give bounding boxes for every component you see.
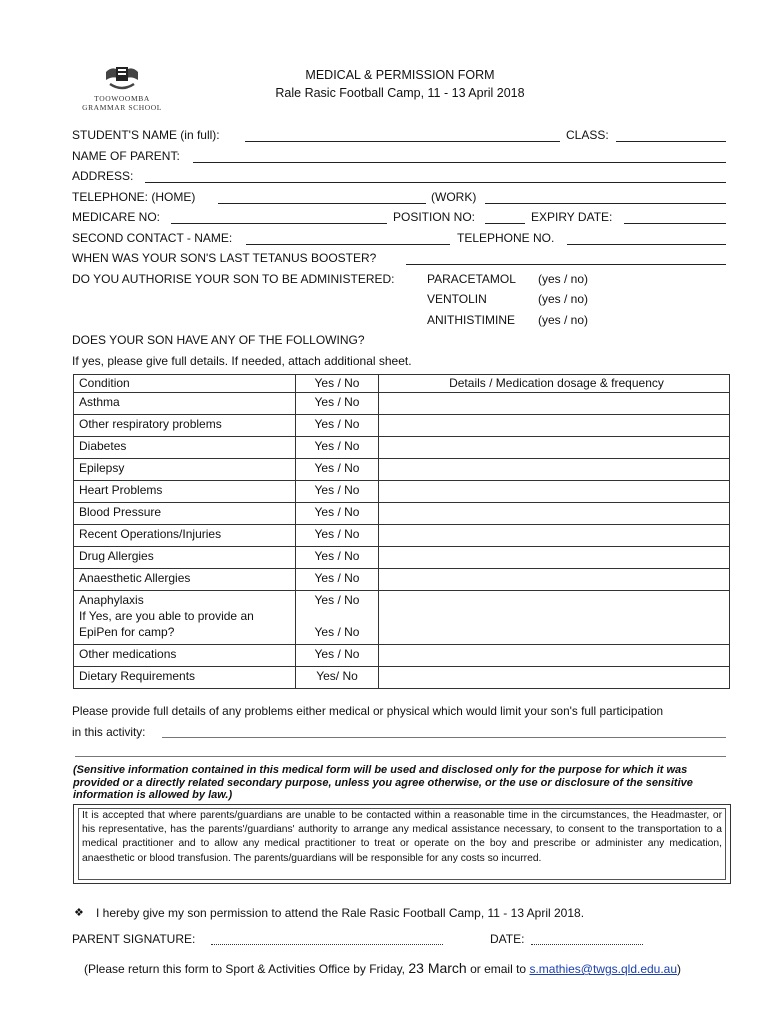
permission-statement: I hereby give my son permission to attend the Rale Rasic Football Camp, 11 - 13 April 2018. bbox=[96, 906, 585, 920]
header-condition: Condition bbox=[74, 375, 296, 393]
student-name-field[interactable] bbox=[245, 141, 560, 142]
header-yes-no: Yes / No bbox=[296, 375, 379, 393]
anaphylaxis-label: Anaphylaxis bbox=[79, 593, 144, 607]
details-cell[interactable] bbox=[379, 525, 730, 547]
medication-name: VENTOLIN bbox=[427, 292, 487, 306]
yes-no-cell[interactable]: Yes / No bbox=[296, 547, 379, 569]
diamond-bullet-icon: ❖ bbox=[74, 907, 84, 919]
epipen-question-line2: EpiPen for camp? bbox=[79, 624, 175, 639]
yes-no-cell[interactable]: Yes / No bbox=[296, 481, 379, 503]
parent-name-field[interactable] bbox=[193, 162, 726, 163]
condition-cell: Diabetes bbox=[74, 437, 296, 459]
class-field[interactable] bbox=[616, 141, 726, 142]
table-row bbox=[74, 569, 730, 591]
tetanus-label: WHEN WAS YOUR SON'S LAST TETANUS BOOSTER? bbox=[72, 251, 377, 265]
conditions-instruction: If yes, please give full details. If needed, attach additional sheet. bbox=[72, 354, 412, 368]
medication-choice[interactable]: (yes / no) bbox=[538, 292, 589, 306]
yes-no-cell[interactable]: Yes / No bbox=[296, 459, 379, 481]
table-row bbox=[74, 393, 730, 415]
table-row bbox=[74, 667, 730, 689]
parent-name-label: NAME OF PARENT: bbox=[72, 149, 180, 163]
expiry-label: EXPIRY DATE: bbox=[531, 210, 613, 224]
header-details: Details / Medication dosage & frequency bbox=[379, 375, 730, 393]
table-row bbox=[74, 547, 730, 569]
table-header-row bbox=[74, 375, 730, 393]
yes-no-cell[interactable]: Yes / No bbox=[296, 645, 379, 667]
yes-no-cell[interactable]: Yes / No bbox=[296, 393, 379, 415]
position-field[interactable] bbox=[485, 223, 525, 224]
email-link[interactable]: s.mathies@twgs.qld.edu.au bbox=[529, 962, 678, 976]
medication-choice[interactable]: (yes / no) bbox=[538, 313, 589, 327]
position-label: POSITION NO: bbox=[393, 210, 476, 224]
second-phone-label: TELEPHONE NO. bbox=[457, 231, 555, 245]
yes-no-cell[interactable]: Yes / No bbox=[296, 525, 379, 547]
condition-cell: Other medications bbox=[74, 645, 296, 667]
conditions-table bbox=[73, 374, 730, 689]
table-row bbox=[74, 645, 730, 667]
details-cell[interactable] bbox=[379, 645, 730, 667]
sensitive-info-notice: (Sensitive information contained in this medical form will be used and disclosed only for the purpose for which it was provided or a directly related secondary purpose, unless you agree otherwise, or the use or disclosure of the sensitive information is allowed by law.) bbox=[73, 764, 693, 801]
details-cell[interactable] bbox=[379, 459, 730, 481]
consent-text: It is accepted that where parents/guardians are unable to be contacted within a reasonable time in the circumstances, the Headmaster, or his representative, has the parents'/guardians' authority to arrange any medical assistance necessary, to consent to the transportation to a medical practitioner and to allow any medical practitioner to treat or operate on the boy and prescribe or administer any medication, anaesthetic or blood transfusion. The parents/guardians will be responsible for any costs so incurred. bbox=[78, 808, 726, 880]
medication-name: PARACETAMOL bbox=[427, 272, 516, 286]
condition-cell: Dietary Requirements bbox=[74, 667, 296, 689]
medication-name: ANITHISTIMINE bbox=[427, 313, 516, 327]
table-row bbox=[74, 459, 730, 481]
table-row bbox=[74, 503, 730, 525]
limitations-text-line2: in this activity: bbox=[72, 725, 146, 739]
condition-cell: Epilepsy bbox=[74, 459, 296, 481]
table-row bbox=[74, 415, 730, 437]
telephone-work-label: (WORK) bbox=[431, 190, 477, 204]
address-field[interactable] bbox=[145, 182, 726, 183]
class-label: CLASS: bbox=[566, 128, 609, 142]
condition-cell: Other respiratory problems bbox=[74, 415, 296, 437]
yes-no-cell[interactable]: Yes / No bbox=[296, 503, 379, 525]
parent-signature-field[interactable] bbox=[211, 944, 443, 945]
conditions-question: DOES YOUR SON HAVE ANY OF THE FOLLOWING? bbox=[72, 333, 365, 347]
form-subtitle: Rale Rasic Football Camp, 11 - 13 April 2018 bbox=[275, 86, 525, 100]
tetanus-field[interactable] bbox=[406, 264, 726, 265]
telephone-home-field[interactable] bbox=[218, 203, 426, 204]
medicare-label: MEDICARE NO: bbox=[72, 210, 161, 224]
table-row bbox=[74, 525, 730, 547]
yes-no-cell[interactable]: Yes/ No bbox=[296, 667, 379, 689]
school-name-line2: GRAMMAR SCHOOL bbox=[82, 103, 162, 112]
condition-cell: Asthma bbox=[74, 393, 296, 415]
details-cell[interactable] bbox=[379, 503, 730, 525]
authorise-label: DO YOU AUTHORISE YOUR SON TO BE ADMINISTERED: bbox=[72, 272, 395, 286]
date-field[interactable] bbox=[531, 944, 643, 945]
condition-cell: Drug Allergies bbox=[74, 547, 296, 569]
details-cell[interactable] bbox=[379, 667, 730, 689]
consent-box bbox=[73, 804, 731, 884]
limitations-field-2[interactable] bbox=[75, 756, 726, 757]
telephone-work-field[interactable] bbox=[485, 203, 726, 204]
anaphylaxis-yes-no[interactable]: Yes / No bbox=[314, 593, 360, 607]
table-row-anaphylaxis bbox=[74, 591, 730, 645]
medication-choice[interactable]: (yes / no) bbox=[538, 272, 589, 286]
date-label: DATE: bbox=[490, 932, 525, 946]
table-row bbox=[74, 481, 730, 503]
details-cell[interactable] bbox=[379, 415, 730, 437]
details-cell[interactable] bbox=[379, 547, 730, 569]
details-cell[interactable] bbox=[379, 393, 730, 415]
yes-no-cell[interactable]: Yes / No bbox=[296, 415, 379, 437]
return-prefix: (Please return this form to Sport & Activities Office by Friday, bbox=[84, 962, 406, 976]
details-cell[interactable] bbox=[379, 437, 730, 459]
limitations-field[interactable] bbox=[162, 737, 726, 738]
second-contact-field[interactable] bbox=[246, 244, 450, 245]
form-title: MEDICAL & PERMISSION FORM bbox=[305, 68, 495, 82]
return-middle: or email to bbox=[470, 962, 527, 976]
medicare-field[interactable] bbox=[171, 223, 387, 224]
condition-cell-anaphylaxis bbox=[74, 591, 296, 645]
table-row bbox=[74, 437, 730, 459]
yes-no-cell-anaphylaxis bbox=[296, 591, 379, 645]
expiry-field[interactable] bbox=[624, 223, 726, 224]
return-suffix: ) bbox=[677, 962, 682, 976]
details-cell[interactable] bbox=[379, 481, 730, 503]
yes-no-cell[interactable]: Yes / No bbox=[296, 437, 379, 459]
yes-no-cell[interactable]: Yes / No bbox=[296, 569, 379, 591]
condition-cell: Anaesthetic Allergies bbox=[74, 569, 296, 591]
student-name-label: STUDENT'S NAME (in full): bbox=[72, 128, 220, 142]
return-instructions bbox=[84, 960, 681, 976]
limitations-text-line1: Please provide full details of any problems either medical or physical which would limit your son's full participation bbox=[72, 704, 664, 718]
condition-cell: Recent Operations/Injuries bbox=[74, 525, 296, 547]
school-name-line1: TOOWOOMBA bbox=[94, 94, 150, 103]
epipen-question-line1: If Yes, are you able to provide an bbox=[79, 608, 254, 623]
epipen-yes-no[interactable]: Yes / No bbox=[314, 624, 360, 639]
return-date: 23 March bbox=[408, 960, 467, 976]
details-cell[interactable] bbox=[379, 569, 730, 591]
condition-cell: Blood Pressure bbox=[74, 503, 296, 525]
address-label: ADDRESS: bbox=[72, 169, 134, 183]
telephone-home-label: TELEPHONE: (HOME) bbox=[72, 190, 196, 204]
second-contact-label: SECOND CONTACT - NAME: bbox=[72, 231, 233, 245]
details-cell[interactable] bbox=[379, 591, 730, 645]
condition-cell: Heart Problems bbox=[74, 481, 296, 503]
parent-signature-label: PARENT SIGNATURE: bbox=[72, 932, 196, 946]
second-phone-field[interactable] bbox=[567, 244, 726, 245]
